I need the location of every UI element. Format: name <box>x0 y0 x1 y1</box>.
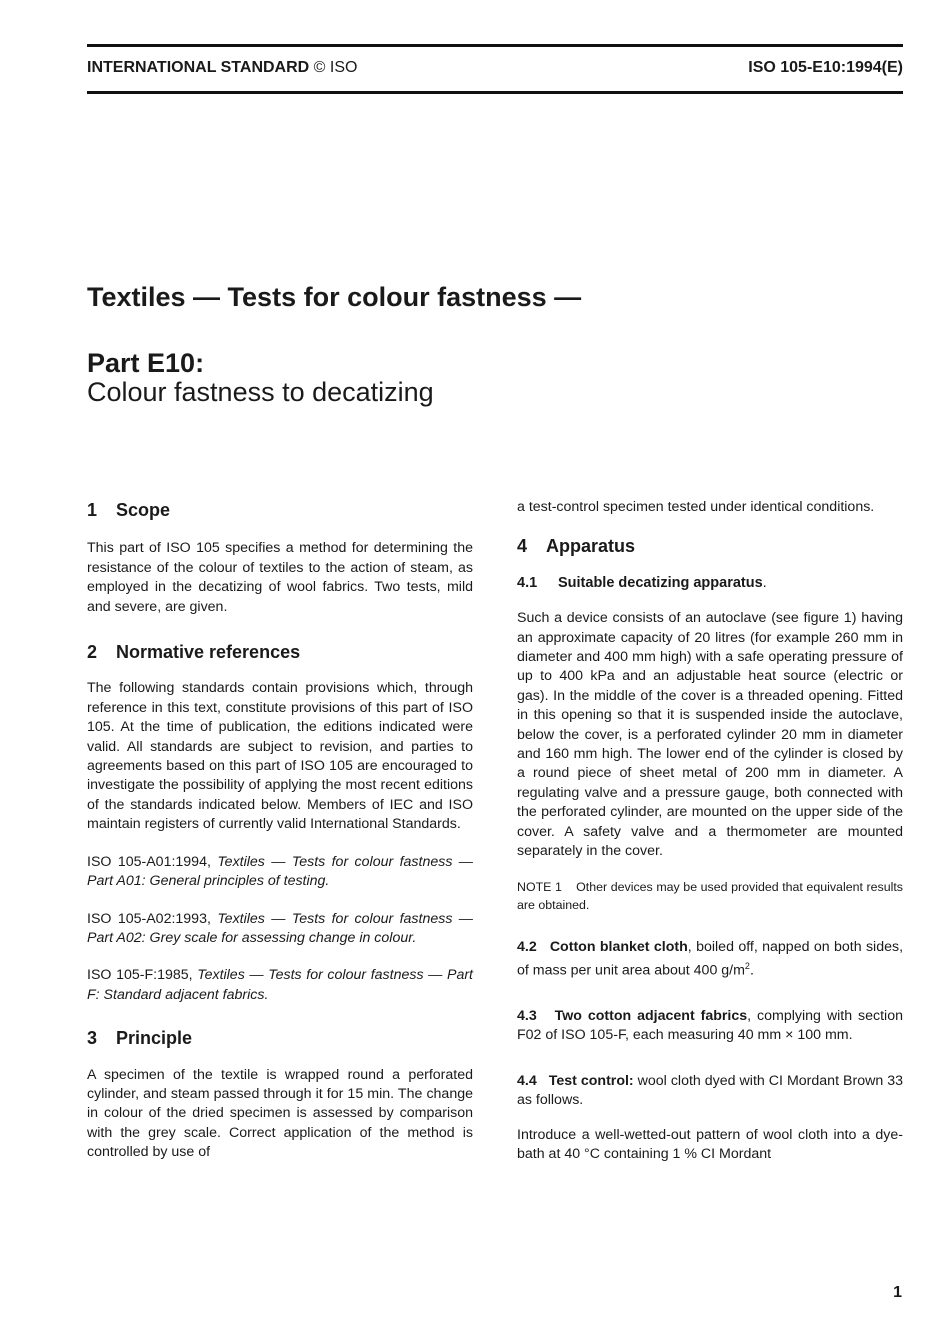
left-column <box>87 498 473 1163</box>
section-number: 3 <box>87 1028 98 1049</box>
section-title: Normative references <box>116 642 301 663</box>
part-number: Part E10: <box>87 348 205 378</box>
document-title: Textiles — Tests for colour fastness — <box>87 282 582 312</box>
section-title: Apparatus <box>546 536 636 557</box>
subsection-4-3: 4.3 Two cotton adjacent fabrics, complying with section F02 of ISO 105-F, each measuring 40 mm × 100 mm. <box>517 1008 903 1044</box>
reference-item: ISO 105-F:1985, Textiles — Tests for colour fastness — Part F: Standard adjacent fabrics. <box>87 967 473 1003</box>
header-rule-top <box>87 44 903 47</box>
test-control-text: Introduce a well-wetted-out pattern of wool cloth into a dye-bath at 40 °C containing 1 % CI Mordant <box>517 1126 903 1163</box>
section-number: 4 <box>517 536 528 557</box>
section-1-heading <box>87 501 473 520</box>
section-3-heading <box>87 1029 473 1048</box>
header-copyright: © ISO <box>313 59 358 76</box>
section-4-heading <box>517 537 903 556</box>
normative-text: The following standards contain provisions which, through reference in this text, constitute provisions of this part of ISO 105. At the time of publication, the editions indicated were valid. All standards are subject to revision, and parties to agreements based on this part of ISO 105 are encouraged to investigate the possibility of applying the most recent editions of the standards indicated below. Members of IEC and ISO maintain registers of currently valid International Standards. <box>87 680 473 833</box>
principle-continuation: a test-control specimen tested under identical conditions. <box>517 499 875 515</box>
section-number: 2 <box>87 642 98 663</box>
section-title: Scope <box>116 500 171 520</box>
subsection-4-1-heading: 4.1 Suitable decatizing apparatus. <box>517 574 767 591</box>
section-title: Principle <box>116 1028 193 1049</box>
section-number: 1 <box>87 500 98 520</box>
section-2-heading <box>87 643 473 662</box>
scope-text: This part of ISO 105 specifies a method for determining the resistance of the colour of textiles to the action of steam, as employed in the decatizing of wool fabrics. Two tests, mild and severe, are given. <box>87 540 473 615</box>
right-column <box>517 498 907 1164</box>
header-standard-label: INTERNATIONAL STANDARD <box>87 59 310 76</box>
header-doc-number: ISO 105-E10:1994(E) <box>748 59 903 76</box>
reference-item: ISO 105-A01:1994, Textiles — Tests for colour fastness — Part A01: General principles of testing. <box>87 853 473 890</box>
header-left <box>87 59 357 77</box>
subsection-4-4: 4.4 Test control: wool cloth dyed with CI Mordant Brown 33 as follows. <box>517 1072 903 1109</box>
reference-item: ISO 105-A02:1993, Textiles — Tests for colour fastness — Part A02: Grey scale for assessing change in colour. <box>87 910 473 946</box>
part-title: Colour fastness to decatizing <box>87 377 434 407</box>
header-rule-bottom <box>87 91 903 94</box>
apparatus-text: Such a device consists of an autoclave (see figure 1) having an approximate capacity of 20 litres (for example 260 mm in diameter and 400 mm high) with a safe operating pressure of up to 400 kPa and an adjustable heat source (electric or gas). In the middle of the cover is a threaded opening. Fitted in this opening so that it is suspended inside the autoclave, below the cover, is a perforated cylinder 20 mm in diameter and 160 mm high. The lower end of the cylinder is closed by a round piece of sheet metal of 200 mm in diameter. A regulating valve and a pressure gauge, both connected with the perforated cylinder, are mounted on the upper side of the cover. A safety valve and a thermometer are mounted separately in the cover. <box>517 610 903 860</box>
subsection-4-2: 4.2 Cotton blanket cloth, boiled off, napped on both sides, of mass per unit area about 400 $g/m^2$. <box>517 938 904 979</box>
page-number: 1 <box>893 1284 902 1301</box>
note-1: NOTE 1 Other devices may be used provided that equivalent results are obtained. <box>517 879 907 912</box>
principle-text: A specimen of the textile is wrapped round a perforated cylinder, and steam passed through it for 15 min. The change in colour of the dried specimen is assessed by comparison with the grey scale. Correct application of the method is controlled by use of <box>87 1066 473 1161</box>
